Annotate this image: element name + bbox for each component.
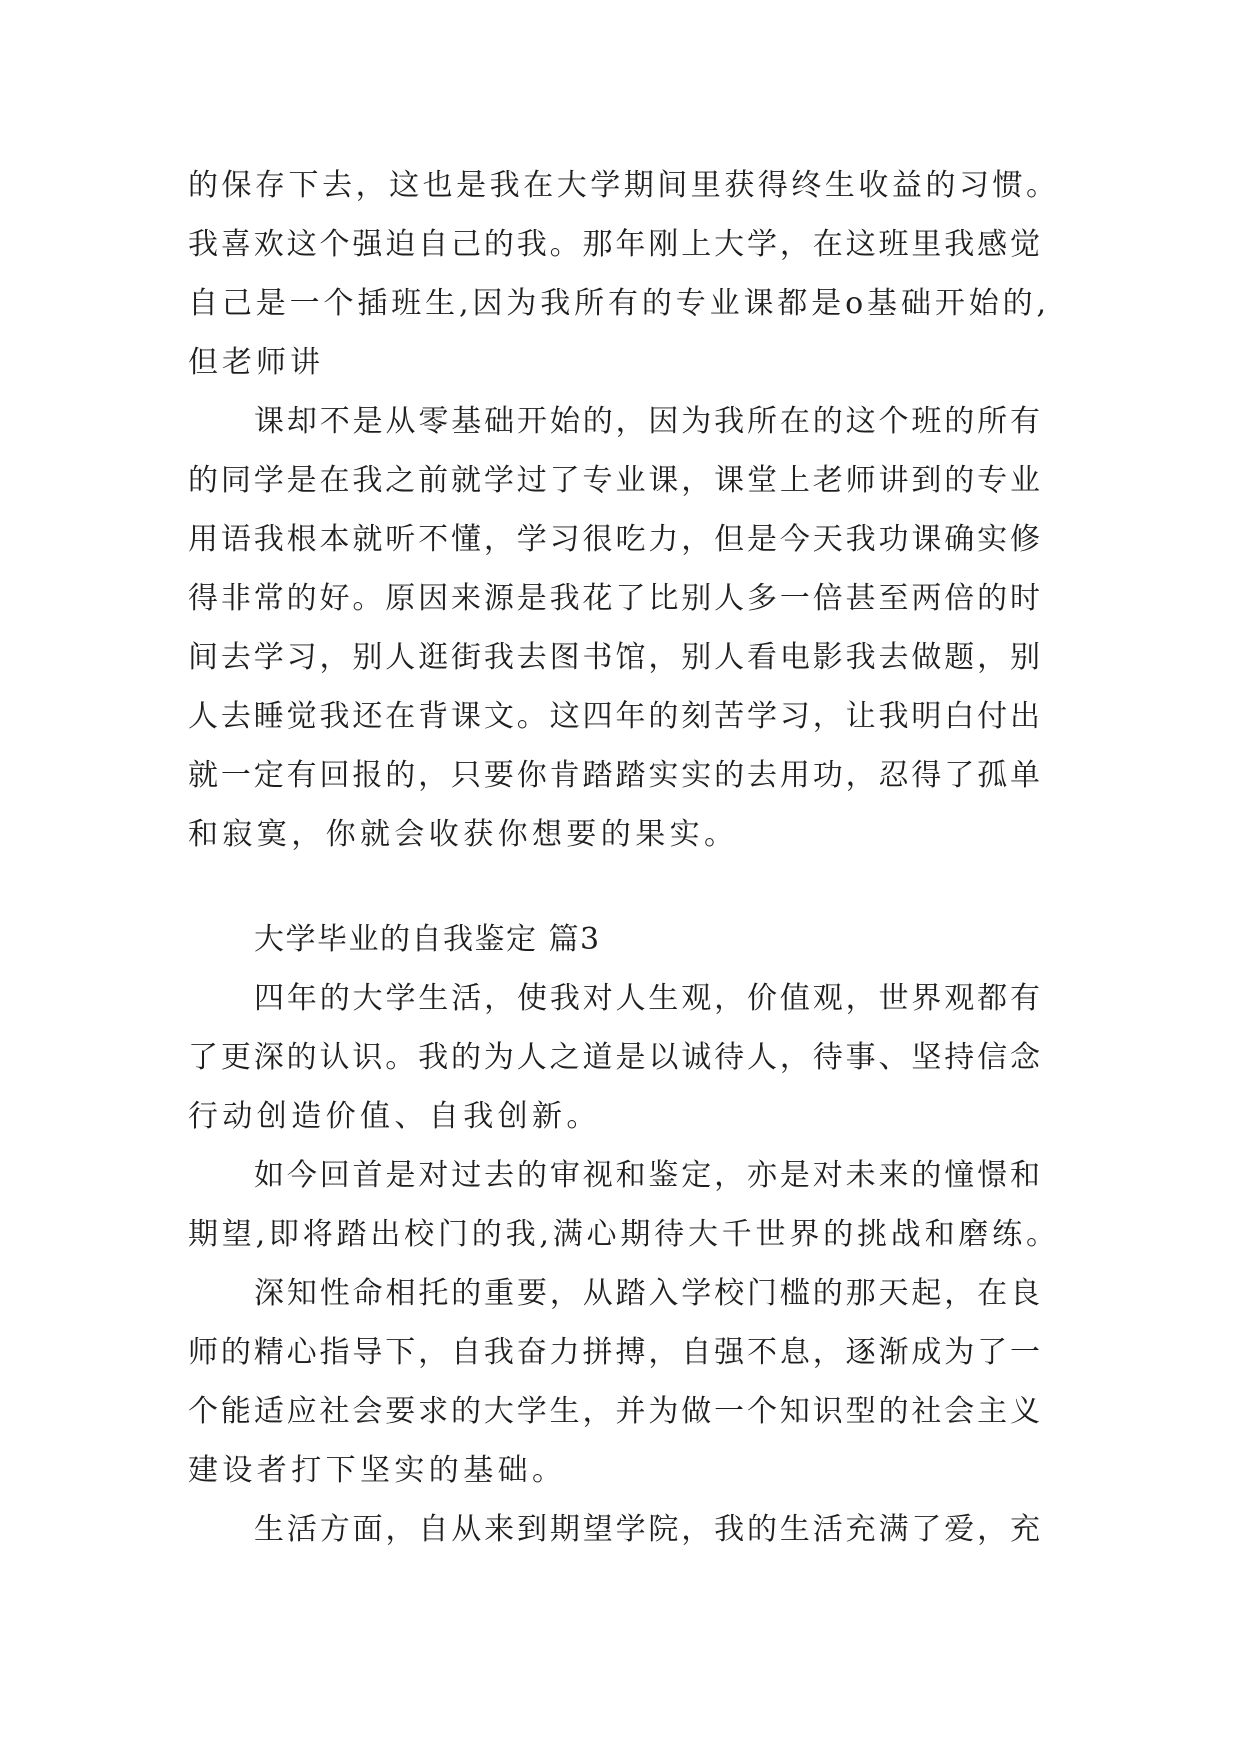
paragraph-first-line: 如今回首是对过去的审视和鉴定，亦是对未来的憧憬和: [254, 1158, 1040, 1193]
section-heading: 大学毕业的自我鉴定 篇3: [254, 922, 601, 957]
text-line: 用语我根本就听不懂，学习很吃力，但是今天我功课确实修: [188, 522, 1040, 557]
paragraph-first-line: 四年的大学生活，使我对人生观，价值观，世界观都有: [254, 981, 1040, 1016]
text-line: 行动创造价值、自我创新。: [188, 1099, 601, 1134]
text-line: 自己是一个插班生,因为我所有的专业课都是o基础开始的,: [188, 286, 1046, 321]
paragraph-first-line: 生活方面，自从来到期望学院，我的生活充满了爱，充: [254, 1512, 1040, 1547]
text-line: 和寂寞，你就会收获你想要的果实。: [188, 817, 739, 852]
text-line: 个能适应社会要求的大学生，并为做一个知识型的社会主义: [188, 1394, 1040, 1429]
text-line: 人去睡觉我还在背课文。这四年的刻苦学习，让我明白付出: [188, 699, 1040, 734]
text-line: 师的精心指导下，自我奋力拼搏，自强不息，逐渐成为了一: [188, 1335, 1040, 1370]
text-line: 的同学是在我之前就学过了专业课，课堂上老师讲到的专业: [188, 463, 1040, 498]
text-line: 建设者打下坚实的基础。: [188, 1453, 567, 1488]
text-line: 间去学习，别人逛街我去图书馆，别人看电影我去做题，别: [188, 640, 1040, 675]
text-line: 得非常的好。原因来源是我花了比别人多一倍甚至两倍的时: [188, 581, 1040, 616]
text-line: 就一定有回报的，只要你肯踏踏实实的去用功，忍得了孤单: [188, 758, 1040, 793]
paragraph-first-line: 课却不是从零基础开始的，因为我所在的这个班的所有: [254, 404, 1040, 439]
text-line: 我喜欢这个强迫自己的我。那年刚上大学，在这班里我感觉: [188, 227, 1040, 262]
text-line: 但老师讲: [188, 345, 324, 380]
text-line: 期望,即将踏出校门的我,满心期待大千世界的挑战和磨练。: [188, 1217, 1056, 1252]
text-line: 的保存下去，这也是我在大学期间里获得终生收益的习惯。: [188, 168, 1056, 203]
paragraph-first-line: 深知性命相托的重要，从踏入学校门槛的那天起，在良: [254, 1276, 1040, 1311]
text-line: 了更深的认识。我的为人之道是以诚待人，待事、坚持信念: [188, 1040, 1040, 1075]
